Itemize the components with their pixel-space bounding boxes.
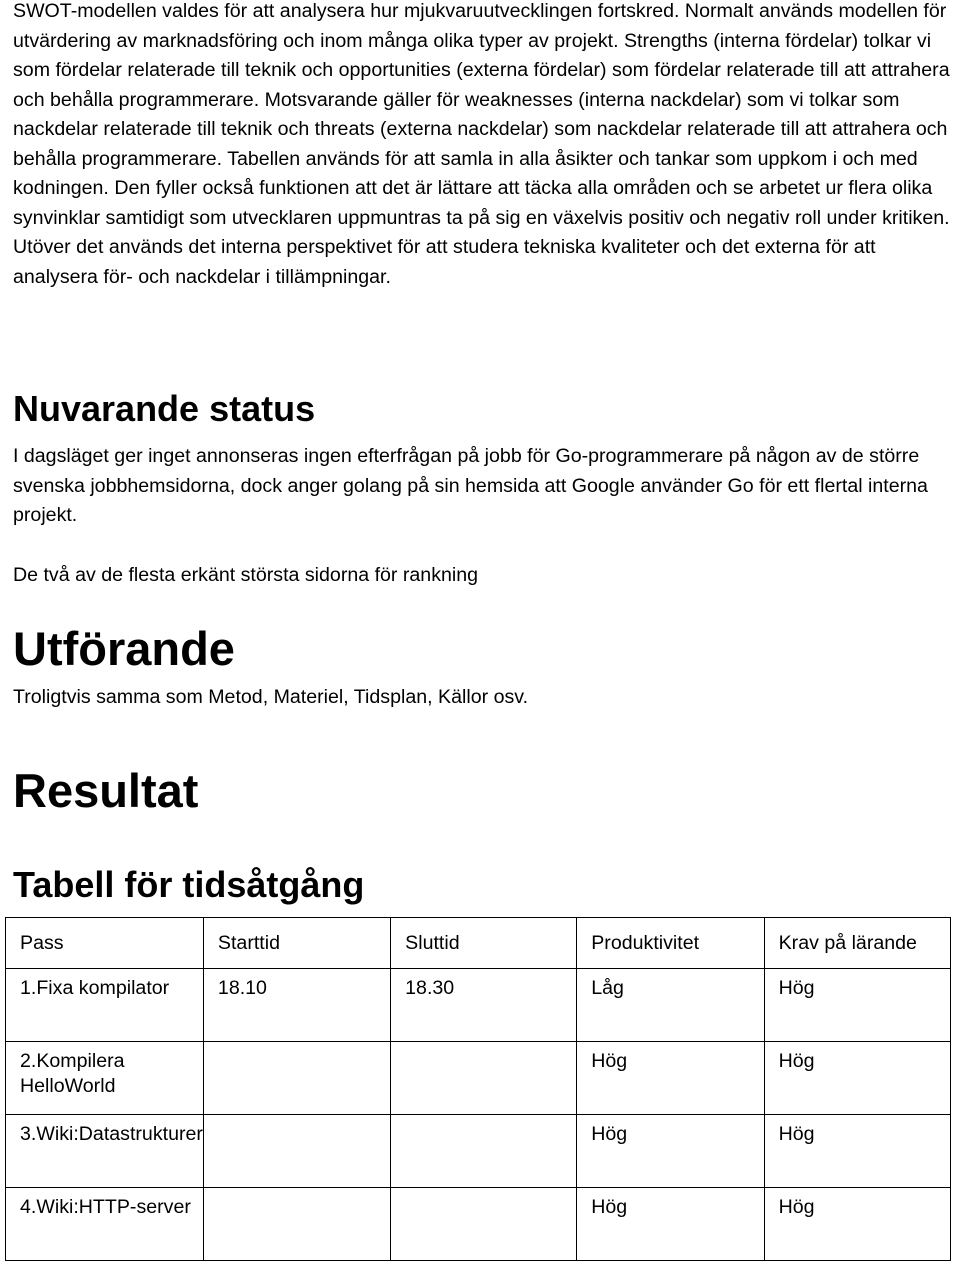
table-heading: Tabell för tidsåtgång: [13, 864, 365, 905]
table-cell-starttid: [203, 1115, 390, 1188]
table-cell-sluttid: [391, 1042, 577, 1115]
table-row: [6, 1115, 951, 1188]
utforande-heading: Utförande: [13, 622, 235, 675]
table-cell-krav: Hög: [764, 969, 950, 1042]
resultat-heading: Resultat: [13, 764, 199, 817]
intro-paragraph: SWOT-modellen valdes för att analysera hur mjukvaruutvecklingen fortskred. Normalt används modellen för utvärdering av marknadsföring och inom många olika typer av projekt. Strengths (interna fördelar) tolkar vi som fördelar relaterade till teknik och opportunities (externa fördelar) som fördelar relaterade till att attrahera och behålla programmerare. Motsvarande gäller för weaknesses (interna nackdelar) som vi tolkar som nackdelar relaterade till teknik och threats (externa nackdelar) som nackdelar relaterade till att attrahera och behålla programmerare. Tabellen används för att samla in alla åsikter och tankar som uppkom i och med kodningen. Den fyller också funktionen att det är lättare att täcka alla områden och se arbetet ur flera olika synvinklar samtidigt som utvecklaren uppmuntras ta på sig en växelvis positiv och negativ roll under kritiken. Utöver det används det interna perspektivet för att studera tekniska kvaliteter och det externa för att analysera för- och nackdelar i tillämpningar.: [13, 0, 950, 288]
table-cell-pass: 2.Kompilera HelloWorld: [6, 1042, 204, 1115]
table-header-row: [6, 918, 951, 969]
table-cell-starttid: 18.10: [203, 969, 390, 1042]
table-cell-sluttid: 18.30: [391, 969, 577, 1042]
table-cell-krav: Hög: [764, 1042, 950, 1115]
table-cell-pass: 1.Fixa kompilator: [6, 969, 204, 1042]
header-cell-starttid: Starttid: [203, 918, 390, 969]
table-cell-krav: Hög: [764, 1115, 950, 1188]
table-row: [6, 969, 951, 1042]
table-row: [6, 1042, 951, 1115]
ranking-line: De två av de flesta erkänt största sidorna för rankning: [13, 564, 479, 586]
table-cell-starttid: [203, 1188, 390, 1261]
status-paragraph: I dagsläget ger inget annonseras ingen efterfrågan på jobb för Go-programmerare på någon av de större svenska jobbhemsidorna, dock anger golang på sin hemsida att Google använder Go för ett flertal interna projekt.: [13, 445, 928, 526]
table-cell-pass: 4.Wiki:HTTP-server: [6, 1188, 204, 1261]
table-cell-starttid: [203, 1042, 390, 1115]
table-cell-produktivitet: Hög: [577, 1115, 764, 1188]
header-cell-krav: Krav på lärande: [764, 918, 950, 969]
table-cell-krav: Hög: [764, 1188, 950, 1261]
status-heading: Nuvarande status: [13, 388, 316, 429]
table-cell-sluttid: [391, 1115, 577, 1188]
table-cell-pass: 3.Wiki:Datastrukturer: [6, 1115, 204, 1188]
utforande-paragraph: Troligtvis samma som Metod, Materiel, Tidsplan, Källor osv.: [13, 686, 529, 708]
header-cell-pass: Pass: [6, 918, 204, 969]
header-cell-produktivitet: Produktivitet: [577, 918, 764, 969]
table-cell-produktivitet: Hög: [577, 1188, 764, 1261]
table-cell-sluttid: [391, 1188, 577, 1261]
header-cell-sluttid: Sluttid: [391, 918, 577, 969]
table-cell-produktivitet: Hög: [577, 1042, 764, 1115]
table-row: [6, 1188, 951, 1261]
table-cell-produktivitet: Låg: [577, 969, 764, 1042]
time-table: [5, 917, 951, 1261]
